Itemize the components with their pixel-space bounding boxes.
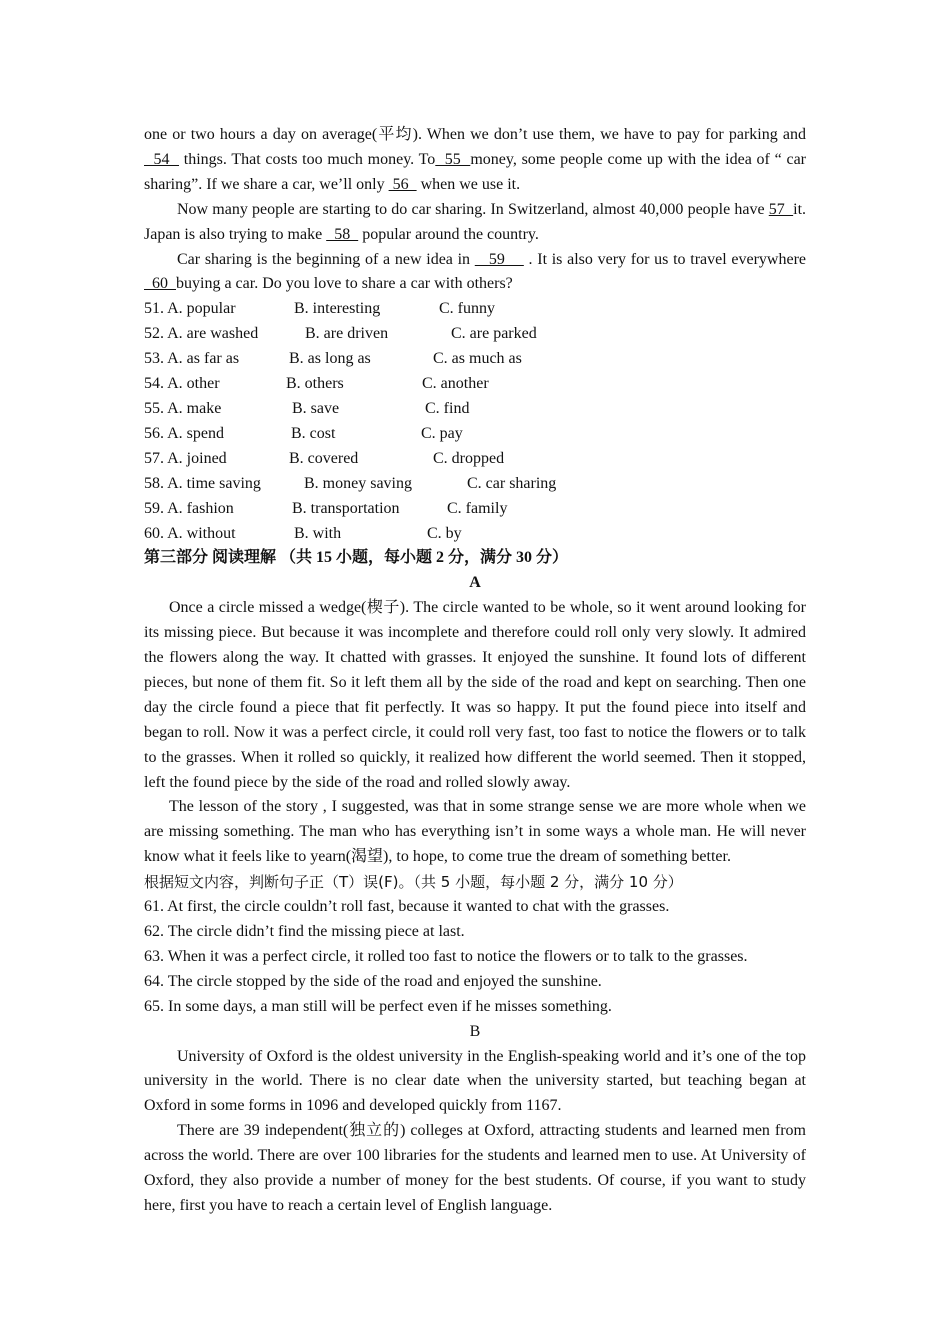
option-b: B. interesting (294, 300, 381, 318)
section-a-paragraph-2: The lesson of the story , I suggested, was that in some strange sense we are more whole when we are missing something. The man who has everything isn’t in some ways a whole man. He will never know what it feels like to yearn(渴望), to hope, to come true the dream of something better. (144, 798, 806, 866)
text-run: Now many people are starting to do car sharing. In Switzerland, almost 40,000 people have (177, 200, 769, 218)
option-b: B. with (294, 524, 342, 542)
option-c: C. funny (439, 300, 495, 318)
question-63: 63. When it was a perfect circle, it rolled too fast to notice the flowers or to talk to the grasses. (144, 947, 748, 965)
text-run: it. Japan is also trying to make (144, 200, 807, 243)
text-run: money, some people come up with the idea of “ car sharing”. If we share a car, we’ll only (144, 150, 807, 193)
text-run: one or two hours a day on average(平均). When we don’t use them, we have to pay for parking and (144, 126, 806, 143)
section-b-paragraph-1: University of Oxford is the oldest university in the English-speaking world and it’s one of the top university in the world. There is no clear date when the university started, but teaching began at Oxford in some forms in 1096 and developed quickly from 1167. (144, 1047, 806, 1115)
option-a: 52. A. are washed (144, 325, 259, 343)
cloze-paragraph-1 (144, 123, 806, 198)
option-a: 56. A. spend (144, 424, 224, 442)
option-row-59 (144, 497, 806, 522)
option-b: B. as long as (289, 350, 371, 368)
section-a-paragraph-1: Once a circle missed a wedge(楔子). The circle wanted to be whole, so it went around looking for its missing piece. But because it was incomplete and therefore could roll only very slowly. It admired the flowers along the way. It chatted with grasses. It enjoyed the sunshine. It found lots of different pieces, but none of them fit. So it left them all by the side of the road and kept on searching. Then one day the circle found a piece that fit perfectly. It was so happy. It put the found piece into itself and began to roll. Now it was a perfect circle, it could roll very fast, too fast to notice the flowers or to talk to the grasses. When it rolled so quickly, it realized how different the world seemed. Then it stopped, left the found piece by the side of the road and rolled slowly away. (144, 599, 806, 791)
option-a: 59. A. fashion (144, 499, 234, 517)
option-b: B. covered (289, 449, 359, 467)
section-a-label: A (469, 574, 481, 592)
blank-58: 58 (326, 225, 359, 243)
option-b: B. save (292, 399, 340, 417)
option-c: C. find (425, 399, 470, 417)
option-b: B. money saving (304, 474, 412, 492)
option-row-53 (144, 347, 806, 372)
option-a: 58. A. time saving (144, 474, 261, 492)
options-list (144, 297, 806, 546)
option-row-54 (144, 372, 806, 397)
option-row-51 (144, 297, 806, 322)
text-run: popular around the country. (358, 225, 539, 243)
option-a: 55. A. make (144, 399, 222, 417)
option-a: 53. A. as far as (144, 350, 240, 368)
blank-57: 57 (768, 200, 794, 218)
blank-56: 56 (388, 175, 417, 193)
option-row-58 (144, 472, 806, 497)
question-64: 64. The circle stopped by the side of the road and enjoyed the sunshine. (144, 972, 602, 990)
question-61: 61. At first, the circle couldn’t roll fast, because it wanted to chat with the grasses. (144, 898, 670, 916)
blank-55: 55 (435, 150, 471, 168)
text-run: buying a car. Do you love to share a car with others? (176, 275, 513, 293)
option-c: C. dropped (433, 449, 505, 467)
true-false-questions (144, 895, 806, 1020)
option-a: 51. A. popular (144, 300, 236, 318)
part3-heading: 第三部分 阅读理解 （共 15 小题，每小题 2 分，满分 30 分） (144, 549, 569, 567)
blank-59: 59 (474, 250, 524, 268)
text-run: things. That costs too much money. To (179, 150, 436, 168)
option-a: 57. A. joined (144, 449, 227, 467)
question-65: 65. In some days, a man still will be perfect even if he misses something. (144, 997, 612, 1015)
blank-54: 54 (144, 150, 180, 168)
option-c: C. car sharing (467, 474, 557, 492)
option-b: B. cost (291, 424, 336, 442)
option-a: 54. A. other (144, 375, 220, 393)
blank-60: 60 (144, 275, 176, 293)
section-b-label: B (469, 1022, 481, 1040)
option-c: C. family (447, 499, 508, 517)
exam-page (144, 123, 806, 1219)
option-row-55 (144, 397, 806, 422)
question-62: 62. The circle didn’t find the missing piece at last. (144, 923, 465, 940)
cloze-paragraph-2 (144, 198, 806, 248)
section-b-paragraph-2: There are 39 independent(独立的) colleges at Oxford, attracting students and learned men from across the world. There are over 100 libraries for the students and learned men to use. At University of Oxford, they also provide a number of money for the best students. Of course, if you want to study here, first you have to reach a certain level of English language. (144, 1122, 806, 1214)
cloze-paragraph-3 (144, 248, 806, 298)
option-c: C. another (422, 375, 489, 393)
option-c: C. by (427, 524, 462, 542)
option-row-56 (144, 422, 806, 447)
option-c: C. are parked (451, 325, 537, 343)
true-false-instruction: 根据短文内容，判断句子正（T）误(F)。（共 5 小题，每小题 2 分，满分 10 分） (144, 873, 683, 892)
option-c: C. pay (421, 424, 463, 442)
option-c: C. as much as (433, 350, 522, 368)
text-run: when we use it. (416, 175, 521, 193)
option-b: B. others (286, 375, 344, 393)
option-row-52 (144, 322, 806, 347)
option-a: 60. A. without (144, 524, 236, 542)
option-row-57 (144, 447, 806, 472)
text-run: . It is also very for us to travel everywhere (523, 250, 807, 268)
option-row-60 (144, 522, 806, 547)
text-run: Car sharing is the beginning of a new idea in (177, 250, 475, 268)
option-b: B. are driven (305, 325, 389, 343)
option-b: B. transportation (292, 499, 400, 517)
